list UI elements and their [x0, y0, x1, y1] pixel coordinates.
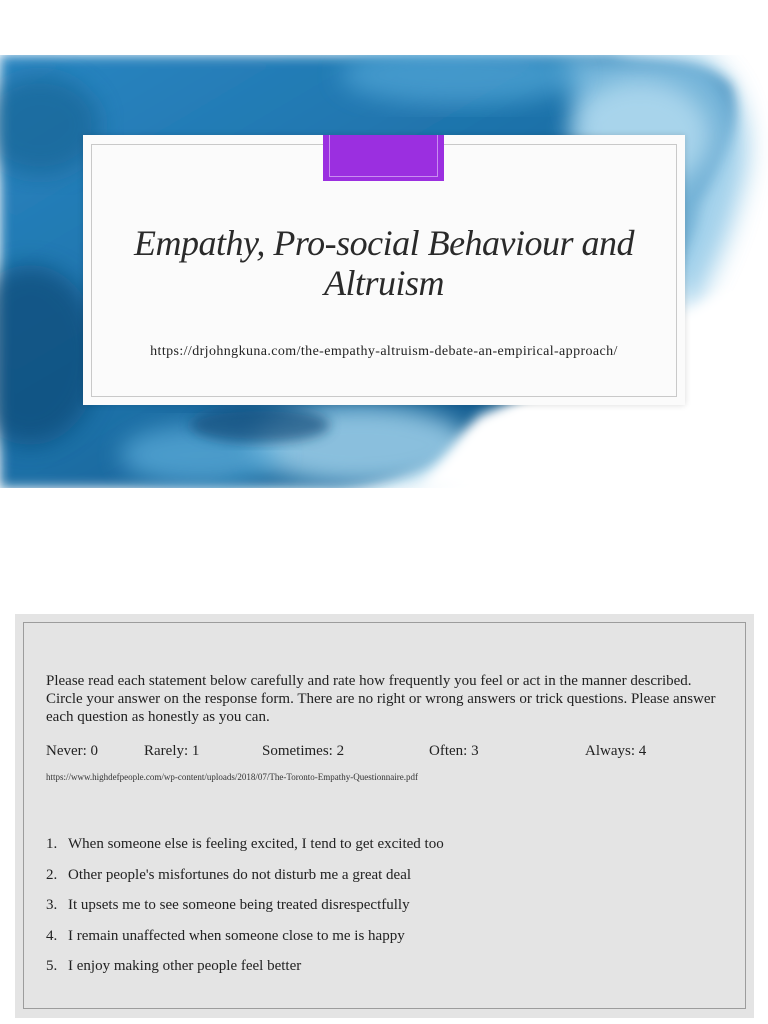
question-text: I enjoy making other people feel better	[68, 958, 302, 974]
questionnaire-slide	[15, 614, 754, 1018]
question-number: 5.	[46, 958, 58, 974]
slide-link[interactable]: https://drjohngkuna.com/the-empathy-altruism-debate-an-empirical-approach/	[150, 344, 618, 359]
scale-rarely: Rarely: 1	[144, 743, 200, 759]
scale-never: Never: 0	[46, 743, 99, 759]
source-link[interactable]: https://www.highdefpeople.com/wp-content/uploads/2018/07/The-Toronto-Empathy-Questionnaire.pdf	[46, 772, 418, 782]
question-item	[46, 928, 726, 959]
question-list	[46, 836, 726, 989]
rating-scale	[15, 743, 754, 761]
question-text: Other people's misfortunes do not disturb me a great deal	[68, 866, 412, 883]
accent-bar	[323, 135, 444, 181]
question-text: When someone else is feeling excited, I tend to get excited too	[68, 836, 444, 852]
question-item	[46, 836, 726, 867]
question-number: 4.	[46, 927, 58, 944]
slide-title: Empathy, Pro-social Behaviour and Altruism	[133, 223, 635, 303]
question-number: 3.	[46, 897, 58, 913]
question-item	[46, 897, 726, 928]
scale-often: Often: 3	[429, 743, 479, 759]
question-item	[46, 867, 726, 898]
title-slide	[0, 55, 768, 488]
question-number: 2.	[46, 866, 58, 883]
question-text: I remain unaffected when someone close to me is happy	[68, 927, 405, 944]
question-text: It upsets me to see someone being treated disrespectfully	[68, 897, 410, 913]
title-card	[83, 135, 685, 405]
instructions-text: Please read each statement below carefully and rate how frequently you feel or act in the manner described. Circle your answer on the response form. There are no right or wrong answers or trick questions. Please answer each question as honestly as you can.	[46, 673, 716, 725]
accent-bar-outline	[329, 135, 438, 177]
question-item	[46, 958, 726, 989]
scale-sometimes: Sometimes: 2	[262, 743, 345, 759]
question-number: 1.	[46, 836, 58, 852]
scale-always: Always: 4	[585, 743, 647, 759]
